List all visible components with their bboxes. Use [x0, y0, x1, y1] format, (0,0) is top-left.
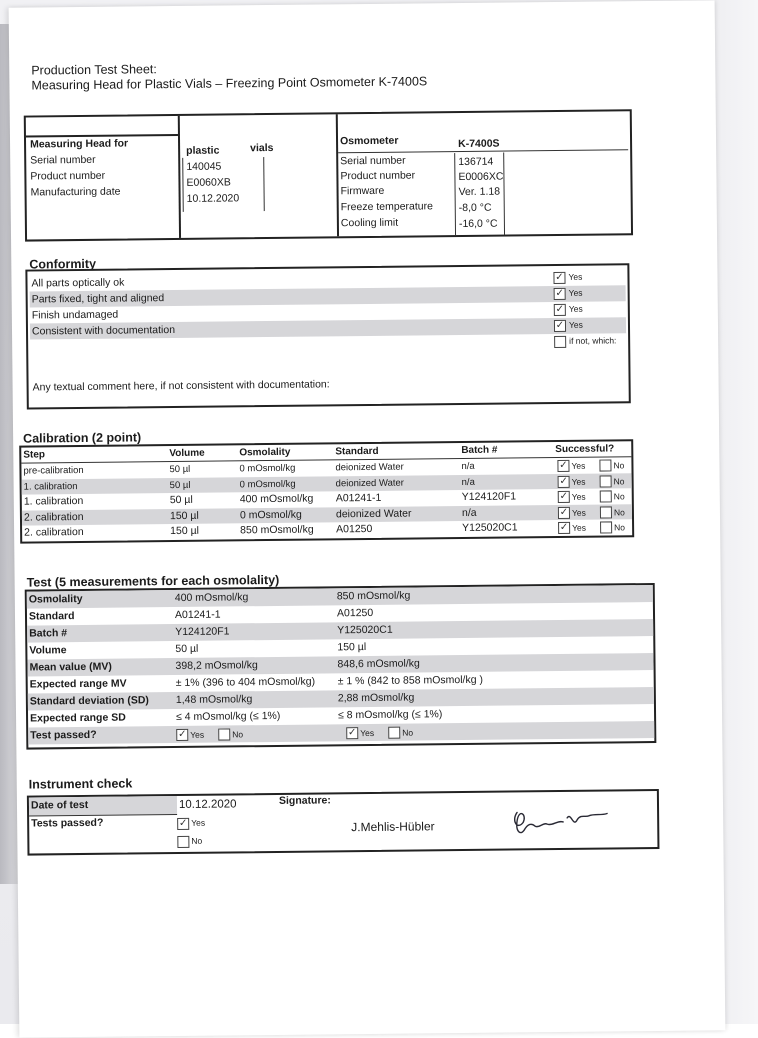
osm-field-label: Freeze temperature: [340, 200, 434, 214]
calibration-step-cell: 1. calibration: [23, 494, 84, 508]
test-passed-no-checkbox[interactable]: [388, 727, 400, 739]
test-passed-no-label: No: [402, 727, 414, 738]
calibration-yes-label: Yes: [572, 522, 587, 533]
col-header-batch: Batch #: [461, 444, 498, 457]
calibration-standard-cell: A01250: [336, 522, 373, 536]
test-passed-yes-label: Yes: [360, 727, 375, 739]
test-table: [25, 583, 657, 750]
test-value-a: ± 1% (396 to 404 mOsmol/kg): [175, 675, 316, 690]
tests-passed-no-checkbox[interactable]: [177, 836, 189, 848]
osm-field-label: Product number: [340, 169, 416, 183]
conformity-answer: Yes: [568, 271, 583, 282]
mh-serial-value: 140045: [186, 160, 222, 173]
test-value-b: 2,88 mOsmol/kg: [337, 691, 415, 705]
test-row-label: Volume: [29, 644, 67, 657]
instrument-check-title: Instrument check: [28, 776, 133, 792]
conformity-box: [25, 263, 630, 409]
tests-passed-yes-checkbox[interactable]: ✓: [178, 817, 188, 829]
osm-firmware-value: Ver. 1.18: [458, 185, 501, 199]
calibration-osmolality-cell: 0 mOsmol/kg: [239, 508, 302, 521]
calibration-yes-label: Yes: [571, 460, 586, 471]
conformity-yes-checkbox[interactable]: ✓: [555, 303, 565, 316]
calibration-no-checkbox[interactable]: [600, 490, 612, 502]
test-value-a: 50 µl: [175, 642, 199, 656]
test-value-b: Y125020C1: [337, 623, 393, 637]
osm-field-label: Cooling limit: [340, 216, 399, 230]
col-header-standard: Standard: [335, 445, 379, 458]
conformity-item-label: All parts optically ok: [31, 276, 125, 290]
test-value-b: 850 mOsmol/kg: [336, 589, 411, 603]
osm-field-label: Serial number: [340, 154, 406, 168]
calibration-no-label: No: [613, 506, 625, 517]
signer-name: J.Mehlis-Hübler: [351, 819, 435, 835]
test-row-label: Standard: [28, 610, 75, 623]
signature-label: Signature:: [278, 794, 331, 807]
calibration-no-label: No: [613, 460, 625, 471]
calibration-osmolality-cell: 850 mOsmol/kg: [240, 523, 314, 537]
calibration-no-checkbox[interactable]: [600, 506, 612, 518]
test-row-label: Mean value (MV): [29, 660, 112, 674]
test-row-label: Batch #: [29, 627, 68, 640]
calibration-yes-checkbox[interactable]: ✓: [559, 506, 569, 518]
conformity-item-label: Consistent with documentation: [31, 324, 176, 338]
calibration-yes-checkbox[interactable]: ✓: [559, 521, 569, 533]
test-row-label: Expected range MV: [29, 677, 127, 691]
tests-passed-no-label: No: [191, 835, 203, 846]
calibration-no-checkbox[interactable]: [600, 475, 612, 487]
handwritten-signature: [507, 801, 617, 842]
device-info-box: [24, 109, 633, 241]
osm-product-value: E0006XC: [458, 170, 504, 184]
col-header-step: Step: [23, 449, 46, 461]
col-header-successful: Successful?: [555, 443, 615, 456]
calibration-osmolality-cell: 400 mOsmol/kg: [239, 492, 314, 506]
calibration-step-cell: 2. calibration: [24, 525, 84, 539]
conformity-yes-checkbox[interactable]: ✓: [555, 319, 565, 332]
osm-freeze-value: -8,0 °C: [458, 201, 492, 215]
calibration-step-cell: 1. calibration: [23, 480, 78, 493]
mh-field-label: Product number: [30, 169, 106, 183]
conformity-yes-checkbox[interactable]: ✓: [555, 287, 564, 300]
calibration-no-label: No: [613, 475, 625, 486]
calibration-osmolality-cell: 0 mOsmol/kg: [239, 478, 296, 490]
tests-passed-label: Tests passed?: [31, 816, 104, 830]
calibration-standard-cell: deionized Water: [335, 461, 404, 474]
col-header-volume: Volume: [169, 447, 205, 460]
measuring-head-heading: Measuring Head for: [29, 137, 129, 151]
test-value-b: ≤ 8 mOsmol/kg (≤ 1%): [337, 708, 443, 722]
test-value-a: Y124120F1: [175, 625, 230, 639]
calibration-step-cell: 2. calibration: [23, 510, 84, 524]
test-passed-yes-checkbox[interactable]: ✓: [177, 728, 187, 740]
conformity-item-label: Parts fixed, tight and aligned: [31, 292, 165, 306]
calibration-standard-cell: deionized Water: [335, 507, 412, 520]
col-header-osmolality: Osmolality: [239, 446, 291, 459]
calibration-yes-label: Yes: [571, 507, 586, 518]
test-row-label: Standard deviation (SD): [29, 694, 149, 708]
conformity-answer: Yes: [568, 303, 583, 314]
test-value-b: 848,6 mOsmol/kg: [337, 657, 420, 671]
calibration-batch-cell: Y125020C1: [462, 521, 518, 535]
document-title-line-2: Measuring Head for Plastic Vials – Freezing Point Osmometer K-7400S: [31, 74, 428, 93]
test-value-b: ± 1 % (842 to 858 mOsmol/kg ): [337, 673, 484, 688]
conformity-if-not-label: if not, which:: [569, 335, 617, 346]
test-value-b: A01250: [336, 606, 374, 620]
osmometer-heading: Osmometer: [339, 134, 399, 148]
test-value-a: 1,48 mOsmol/kg: [175, 693, 253, 707]
calibration-title: Calibration (2 point): [23, 430, 142, 446]
osmometer-model: K-7400S: [458, 137, 500, 151]
mh-field-label: Serial number: [30, 153, 96, 167]
mh-field-label: Manufacturing date: [30, 185, 121, 199]
divider: [336, 114, 339, 236]
test-passed-no-label: No: [232, 729, 244, 740]
conformity-answer: Yes: [568, 287, 583, 298]
mh-date-value: 10.12.2020: [186, 192, 240, 205]
calibration-table: [19, 439, 634, 543]
test-row-label: Osmolality: [28, 592, 83, 606]
conformity-yes-checkbox[interactable]: ✓: [555, 271, 564, 284]
calibration-step-cell: pre-calibration: [23, 464, 84, 477]
mh-product-value: E0060XB: [186, 176, 231, 189]
calibration-no-checkbox[interactable]: [600, 521, 612, 533]
calibration-volume-cell: 50 µl: [169, 493, 193, 507]
calibration-yes-label: Yes: [571, 476, 586, 487]
measuring-head-type-1: plastic: [186, 144, 220, 157]
calibration-standard-cell: A01241-1: [335, 491, 382, 505]
conformity-answer: Yes: [568, 319, 583, 330]
calibration-volume-cell: 150 µl: [170, 524, 200, 538]
test-value-a: A01241-1: [174, 608, 221, 622]
calibration-volume-cell: 50 µl: [169, 463, 191, 476]
test-passed-yes-label: Yes: [190, 729, 205, 740]
test-passed-yes-checkbox[interactable]: ✓: [347, 727, 357, 739]
osm-serial-value: 136714: [458, 155, 494, 169]
test-value-a: ≤ 4 mOsmol/kg (≤ 1%): [176, 709, 281, 724]
calibration-volume-cell: 50 µl: [169, 479, 191, 491]
conformity-item-label: Finish undamaged: [31, 308, 119, 322]
calibration-yes-checkbox[interactable]: ✓: [559, 490, 569, 502]
test-sheet-paper: [9, 0, 726, 1037]
calibration-no-label: No: [613, 491, 625, 502]
test-value-a: 398,2 mOsmol/kg: [175, 659, 258, 673]
calibration-batch-cell: n/a: [461, 506, 477, 519]
measuring-head-type-2: vials: [250, 141, 274, 155]
conformity-if-not-checkbox[interactable]: [554, 336, 566, 348]
conformity-title: Conformity: [29, 256, 97, 272]
calibration-standard-cell: deionized Water: [335, 477, 404, 489]
calibration-yes-checkbox[interactable]: ✓: [559, 475, 568, 487]
calibration-yes-checkbox[interactable]: ✓: [559, 459, 568, 471]
test-title: Test (5 measurements for each osmolality): [26, 572, 280, 590]
test-value-a: 400 mOsmol/kg: [174, 591, 249, 605]
test-row-label: Test passed?: [30, 728, 97, 742]
conformity-comment: Any textual comment here, if not consistent with documentation:: [32, 378, 330, 394]
calibration-yes-label: Yes: [571, 491, 586, 502]
date-of-test-value: 10.12.2020: [178, 798, 237, 811]
calibration-batch-cell: Y124120F1: [461, 490, 517, 504]
calibration-no-checkbox[interactable]: [599, 459, 611, 471]
osm-field-label: Firmware: [340, 184, 385, 198]
test-passed-no-checkbox[interactable]: [218, 728, 230, 740]
calibration-osmolality-cell: 0 mOsmol/kg: [239, 462, 296, 475]
calibration-volume-cell: 150 µl: [169, 509, 199, 522]
calibration-no-label: No: [614, 522, 626, 533]
test-value-b: 150 µl: [337, 641, 367, 654]
date-of-test-label: Date of test: [30, 798, 89, 812]
calibration-batch-cell: n/a: [461, 460, 475, 473]
document-title-line-1: Production Test Sheet:: [31, 62, 157, 78]
test-row-label: Expected range SD: [30, 711, 126, 725]
divider: [178, 116, 181, 238]
calibration-batch-cell: n/a: [461, 476, 475, 488]
tests-passed-yes-label: Yes: [191, 817, 206, 828]
osm-cooling-value: -16,0 °C: [458, 217, 498, 231]
